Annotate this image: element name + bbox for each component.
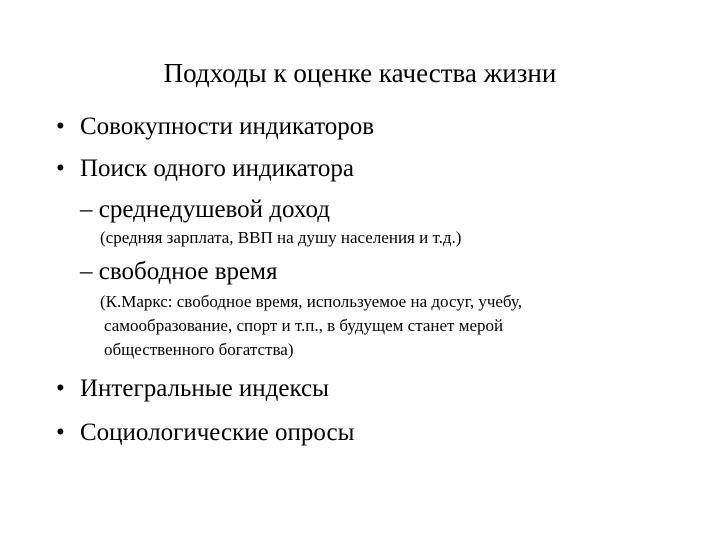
bullet-item (56, 112, 374, 142)
slide-title: Подходы к оценке качества жизни (163, 58, 557, 88)
sub-item (80, 195, 330, 225)
note-line: общественного богатства) (104, 340, 294, 359)
bullet-text: Социологические опросы (80, 419, 355, 446)
bullet-text: Поиск одного индикатора (80, 155, 354, 182)
sub-item-note (100, 290, 522, 362)
bullet-item (56, 374, 329, 404)
bullet-dot-icon: • (56, 419, 65, 446)
bullet-text: Совокупности индикаторов (80, 113, 375, 140)
bullet-item (56, 154, 354, 184)
note-line: самообразование, спорт и т.п., в будущем станет мерой (104, 316, 504, 335)
sub-item-note (100, 226, 461, 250)
sub-item-text: – среднедушевой доход (80, 196, 330, 223)
bullet-item (56, 418, 354, 448)
note-line: (средняя зарплата, ВВП на душу населения и т.д.) (100, 228, 462, 247)
note-line: (К.Маркс: свободное время, используемое на досуг, учебу, (100, 292, 522, 311)
bullet-text: Интегральные индексы (80, 375, 329, 402)
sub-item-text: – свободное время (80, 258, 278, 285)
sub-item (80, 257, 277, 287)
bullet-dot-icon: • (56, 155, 65, 182)
bullet-dot-icon: • (56, 113, 65, 140)
bullet-dot-icon: • (56, 375, 65, 402)
